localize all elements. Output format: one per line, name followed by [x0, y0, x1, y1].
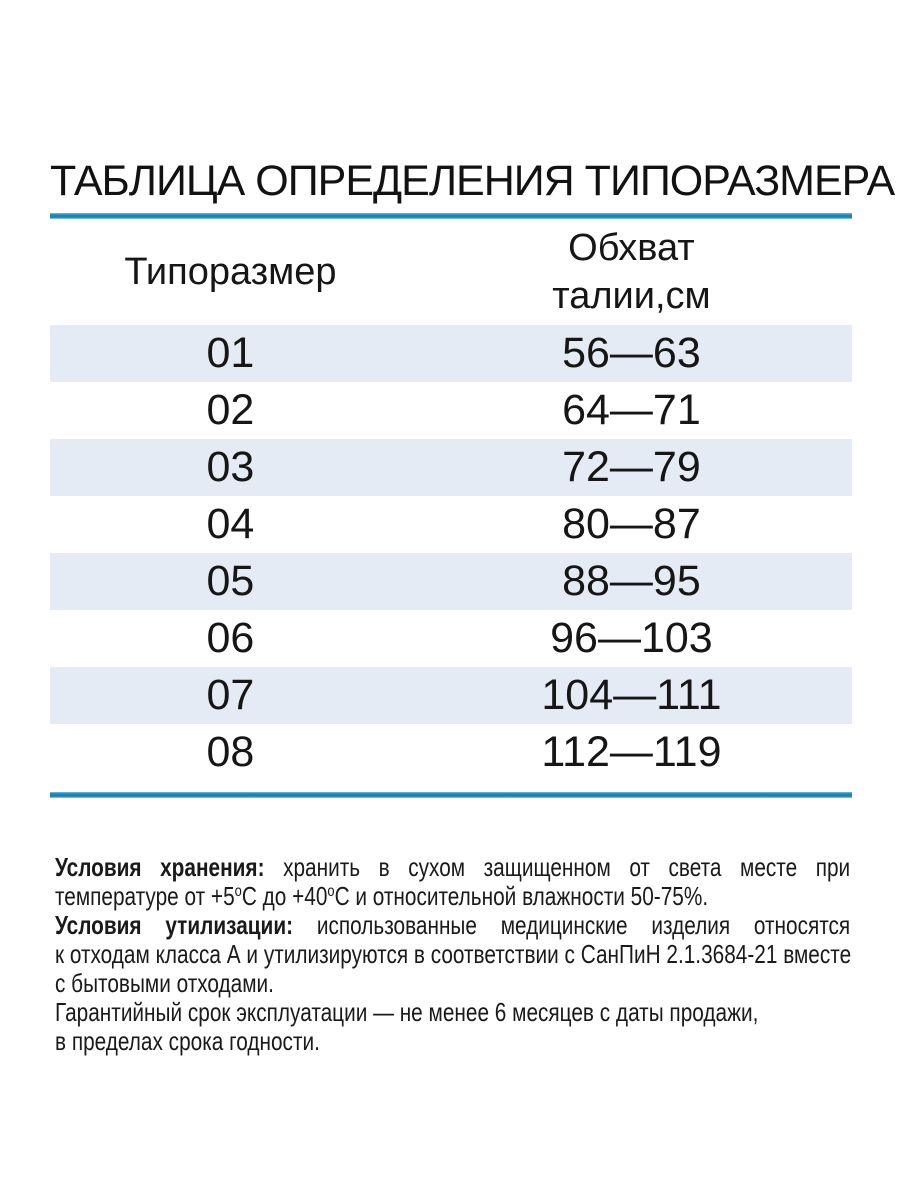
disposal-conditions-line2: к отходам класса А и утилизируются в соответствии с СанПиН 2.1.3684-21 вместе	[55, 939, 852, 969]
size-cell: 02	[206, 386, 255, 434]
table-row	[50, 325, 852, 382]
degree-superscript: о	[327, 882, 335, 901]
warranty-line1: Гарантийный срок эксплуатации — не менее 6 месяцев с даты продажи,	[55, 997, 759, 1027]
column-header-waist-line1: Обхват	[568, 227, 695, 269]
divider-bottom	[50, 792, 852, 798]
table-row	[50, 496, 852, 553]
size-cell: 01	[206, 329, 255, 377]
waist-cell: 112—119	[541, 728, 722, 776]
storage-text-part: С до +40	[241, 881, 328, 911]
column-header-waist	[411, 224, 852, 320]
size-cell: 06	[206, 614, 255, 662]
table-row	[50, 382, 852, 439]
disposal-conditions-line3: с бытовыми отходами.	[55, 968, 274, 998]
disposal-conditions-label: Условия утилизации:	[55, 910, 294, 940]
degree-superscript: о	[234, 882, 242, 901]
disposal-conditions-text: использованные медицинские изделия относятся	[316, 910, 851, 940]
size-cell: 03	[206, 443, 255, 491]
size-cell: 08	[206, 728, 255, 776]
table-row	[50, 724, 852, 781]
waist-cell: 56—63	[562, 329, 701, 377]
size-cell: 05	[206, 557, 255, 605]
disposal-conditions-line1	[55, 911, 850, 940]
storage-conditions-line2	[55, 882, 850, 911]
warranty-line2: в пределах срока годности.	[55, 1026, 320, 1056]
waist-cell: 64—71	[562, 386, 701, 434]
column-header-waist-line2: талии,см	[552, 275, 711, 317]
storage-text-part: температуре от +5	[55, 881, 235, 911]
table-row	[50, 439, 852, 496]
waist-cell: 80—87	[562, 500, 701, 548]
storage-conditions-line1	[55, 853, 850, 882]
column-header-size: Типоразмер	[124, 250, 337, 293]
size-cell: 04	[206, 500, 255, 548]
table-row	[50, 610, 852, 667]
table-row	[50, 553, 852, 610]
waist-cell: 96—103	[550, 614, 713, 662]
waist-cell: 72—79	[562, 443, 701, 491]
page-title: ТАБЛИЦА ОПРЕДЕЛЕНИЯ ТИПОРАЗМЕРА	[50, 157, 895, 205]
table-row	[50, 667, 852, 724]
storage-text-part: С и относительной влажности 50-75%.	[334, 881, 709, 911]
waist-cell: 104—111	[541, 671, 722, 719]
storage-conditions-text: хранить в сухом защищенном от света месте при	[283, 852, 851, 882]
waist-cell: 88—95	[562, 557, 701, 605]
table-header	[50, 219, 852, 325]
notes-section	[55, 853, 850, 1056]
size-table	[50, 325, 852, 781]
storage-conditions-label: Условия хранения:	[55, 852, 265, 882]
size-cell: 07	[206, 671, 255, 719]
